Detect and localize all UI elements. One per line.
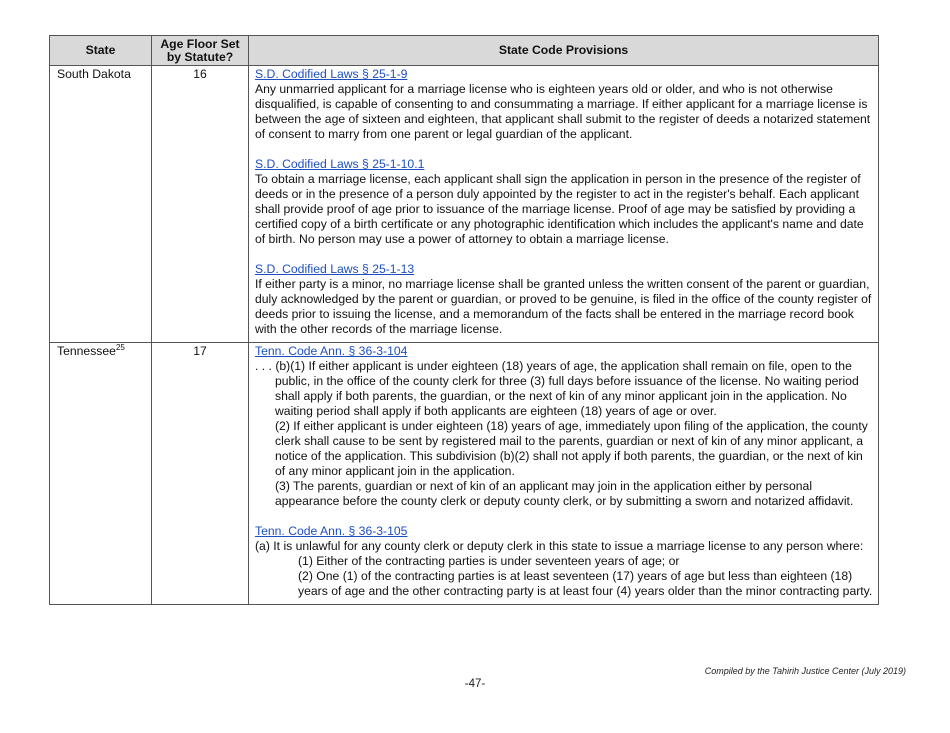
statute-link[interactable]: S.D. Codified Laws § 25-1-13 <box>255 262 415 276</box>
footnote-marker: 25 <box>115 342 125 352</box>
footer-credit: Compiled by the Tahirih Justice Center (July 2019) <box>704 666 906 676</box>
table-row <box>50 66 879 343</box>
state-code-table <box>49 35 879 605</box>
provision-paragraph: (2) If either applicant is under eighteen (18) years of age, immediately upon filing of the application, the county clerk shall cause to be sent by registered mail to the parents, guardian or next of kin of any minor applicant, a notice of the application. This subdivision (b)(2) shall not apply if both parents, the guardian, or the next of kin of any minor applicant join in the application. <box>275 419 868 478</box>
provision-paragraph: . . . (b)(1) If either applicant is under eighteen (18) years of age, the application shall remain on file, open to the public, in the office of the county clerk for three (3) full days before issuance of the license. No waiting period shall apply if both parents, the guardian, or the next of kin of any minor applicant join in the application. No waiting period shall apply if both applicants are eighteen (18) years of age or over. <box>255 359 859 418</box>
provision <box>255 262 874 337</box>
age-floor-cell: 16 <box>152 66 249 343</box>
provision-text: If either party is a minor, no marriage license shall be granted unless the written consent of the parent or guardian, duly acknowledged by the parent or guardian, or proved to be genuine, is filed in the office of the county register of deeds prior to issuing the license, and a memorandum of the facts shall be entered in the marriage record book with the other records of the marriage license. <box>255 277 872 336</box>
header-state: State <box>50 36 152 66</box>
page-number: -47- <box>464 678 486 690</box>
state-cell <box>50 343 152 605</box>
statute-link[interactable]: S.D. Codified Laws § 25-1-10.1 <box>255 157 425 171</box>
provision <box>255 157 874 247</box>
statute-link[interactable]: Tenn. Code Ann. § 36-3-104 <box>255 344 408 358</box>
provision-item: (1) Either of the contracting parties is under seventeen years of age; or <box>298 554 680 568</box>
provision-paragraph: (3) The parents, guardian or next of kin of an applicant may join in the application either by personal appearance before the county clerk or deputy county clerk, or by submitting a sworn and notarized affidavit. <box>275 479 854 508</box>
provisions-cell <box>249 343 879 605</box>
provision <box>255 67 874 142</box>
provision-text: Any unmarried applicant for a marriage license who is eighteen years old or older, and who is not otherwise disqualified, is capable of consenting to and consummating a marriage. If either applicant for a marriage license is between the age of sixteen and eighteen, that applicant shall submit to the register of deeds a notarized statement of consent to marry from one parent or legal guardian of the applicant. <box>255 82 871 141</box>
statute-link[interactable]: Tenn. Code Ann. § 36-3-105 <box>255 524 408 538</box>
table-header-row <box>50 36 879 66</box>
header-provisions: State Code Provisions <box>249 36 879 66</box>
provision-intro: (a) It is unlawful for any county clerk or deputy clerk in this state to issue a marriage license to any person where: <box>255 539 864 553</box>
provision <box>255 524 874 599</box>
age-floor-cell: 17 <box>152 343 249 605</box>
provision-text: To obtain a marriage license, each applicant shall sign the application in person in the presence of the register of deeds or in the presence of a person duly appointed by the register to act in the register's behalf. Each applicant shall provide proof of age prior to issuance of the marriage license. Proof of age may be satisfied by providing a certified copy of a birth certificate or any photographic identification which includes the applicant's name and date of birth. No person may use a power of attorney to obtain a marriage license. <box>255 172 864 246</box>
state-name: South Dakota <box>57 67 131 81</box>
header-age-floor: Age Floor Set by Statute? <box>152 36 249 66</box>
state-cell <box>50 66 152 343</box>
provision <box>255 344 874 509</box>
table-row <box>50 343 879 605</box>
state-name: Tennessee <box>57 344 116 358</box>
provisions-cell <box>249 66 879 343</box>
provision-item: (2) One (1) of the contracting parties is at least seventeen (17) years of age but less than eighteen (18) years of age and the other contracting party is at least four (4) years older than the minor contracting party. <box>298 569 873 598</box>
statute-link[interactable]: S.D. Codified Laws § 25-1-9 <box>255 67 408 81</box>
